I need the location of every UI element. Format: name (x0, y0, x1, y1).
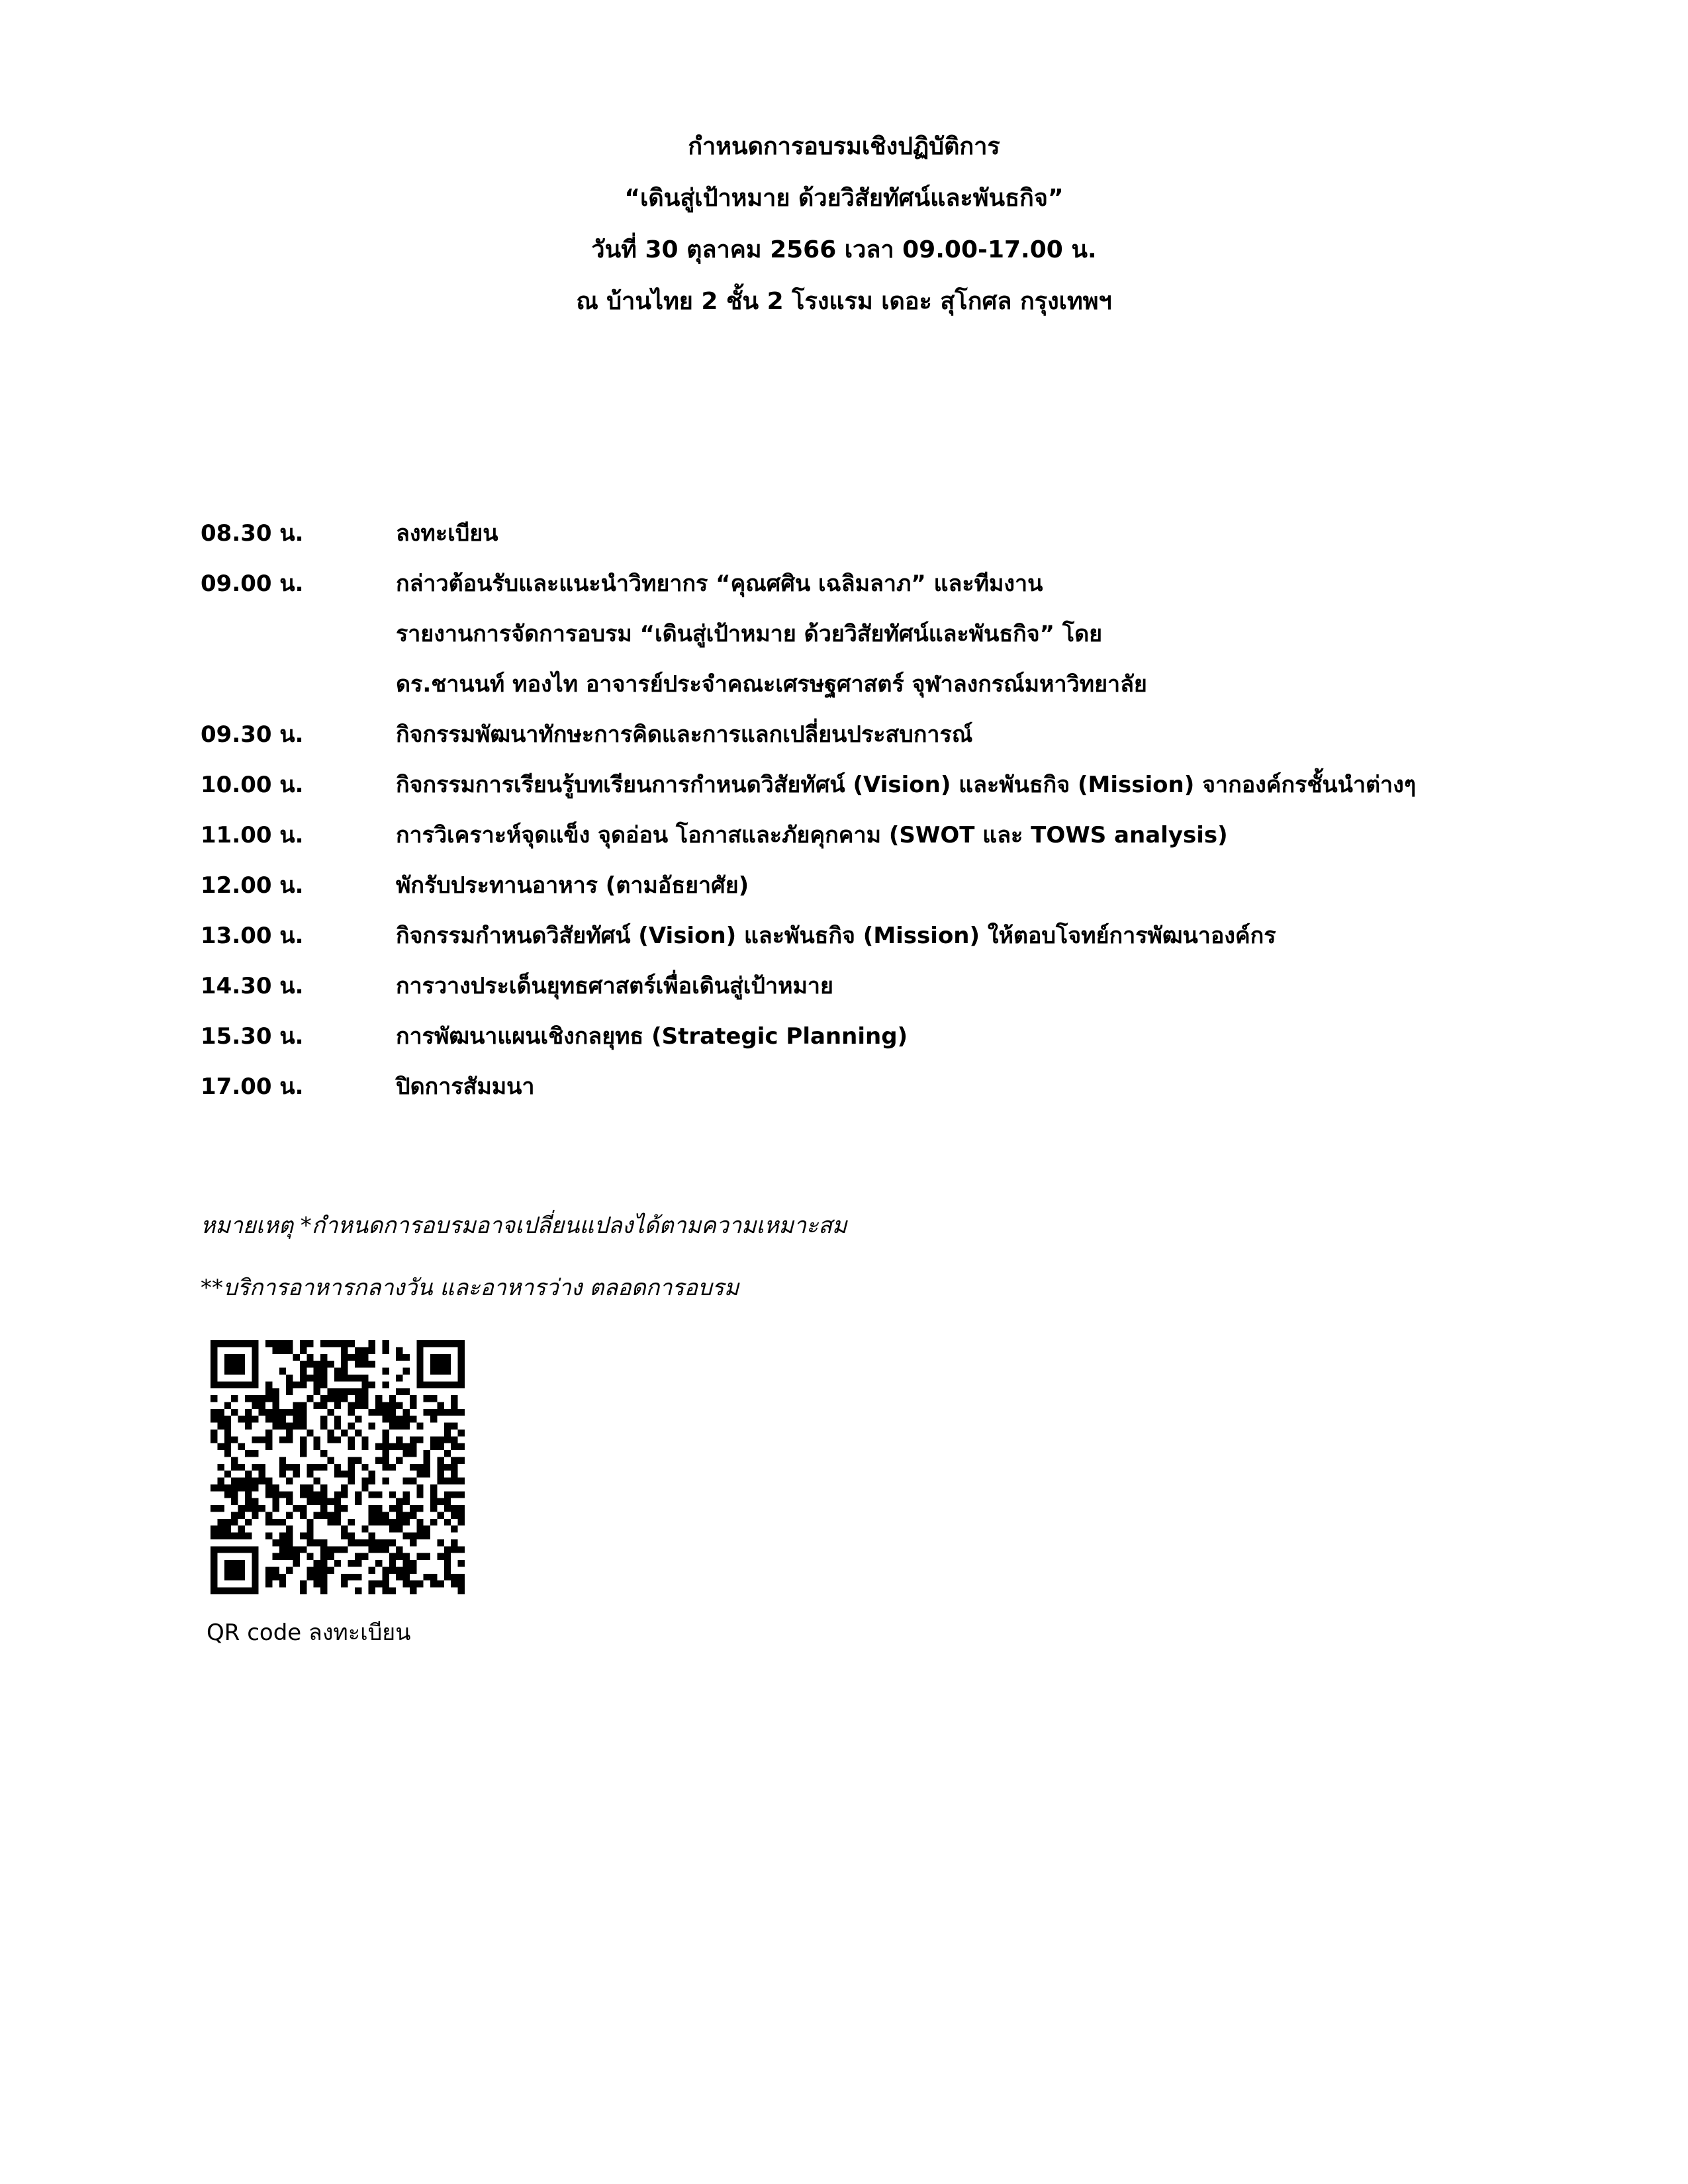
document-header (0, 132, 1688, 339)
schedule-time: 10.00 น. (201, 772, 304, 798)
note-schedule-change: หมายเหตุ *กำหนดการอบรมอาจเปลี่ยนแปลงได้ตามความเหมาะสม (201, 1212, 847, 1239)
event-date-time: วันที่ 30 ตุลาคม 2566 เวลา 09.00-17.00 น. (591, 236, 1097, 263)
schedule-row (201, 508, 1657, 559)
schedule-activity (396, 760, 1657, 810)
document-title: กำหนดการอบรมเชิงปฏิบัติการ (688, 133, 1000, 160)
schedule-activity (396, 508, 1657, 559)
schedule-activity (396, 810, 1657, 860)
schedule-time: 13.00 น. (201, 923, 304, 949)
schedule-row (201, 559, 1657, 709)
schedule-row (201, 760, 1657, 810)
schedule-time: 12.00 น. (201, 872, 304, 899)
event-venue: ณ บ้านไทย 2 ชั้น 2 โรงแรม เดอะ สุโกศล กรุงเทพฯ (576, 288, 1112, 315)
schedule-row (201, 961, 1657, 1011)
activity-line: กิจกรรมการเรียนรู้บทเรียนการกำหนดวิสัยทัศน์ (Vision) และพันธกิจ (Mission) จากองค์กรชั้นนำต่างๆ (396, 772, 1417, 798)
schedule-activity (396, 559, 1657, 709)
schedule-time: 14.30 น. (201, 973, 304, 999)
qr-code-icon[interactable] (211, 1340, 465, 1594)
workshop-name: “เดินสู่เป้าหมาย ด้วยวิสัยทัศน์และพันธกิจ” (624, 185, 1064, 212)
notes (201, 1211, 847, 1336)
schedule-row (201, 1062, 1657, 1112)
activity-line: กล่าวต้อนรับและแนะนำวิทยากร “คุณศศิน เฉลิมลาภ” และทีมงาน (396, 570, 1043, 597)
activity-line: ปิดการสัมมนา (396, 1073, 535, 1100)
schedule-activity (396, 709, 1657, 760)
activity-line: กิจกรรมพัฒนาทักษะการคิดและการแลกเปลี่ยนประสบการณ์ (396, 721, 973, 748)
note-catering: **บริการอาหารกลางวัน และอาหารว่าง ตลอดการอบรม (201, 1275, 739, 1301)
schedule-row (201, 810, 1657, 860)
schedule-row (201, 911, 1657, 961)
schedule-row (201, 709, 1657, 760)
activity-line: ดร.ชานนท์ ทองไท อาจารย์ประจำคณะเศรษฐศาสตร์ จุฬาลงกรณ์มหาวิทยาลัย (396, 671, 1147, 698)
schedule-activity (396, 911, 1657, 961)
schedule-row (201, 1011, 1657, 1062)
activity-line: การวางประเด็นยุทธศาสตร์เพื่อเดินสู่เป้าหมาย (396, 973, 833, 999)
schedule-activity (396, 860, 1657, 911)
activity-line: พักรับประทานอาหาร (ตามอัธยาศัย) (396, 872, 749, 899)
activity-line: กิจกรรมกำหนดวิสัยทัศน์ (Vision) และพันธกิจ (Mission) ให้ตอบโจทย์การพัฒนาองค์กร (396, 923, 1276, 949)
activity-line: ลงทะเบียน (396, 520, 498, 547)
schedule-time: 09.00 น. (201, 570, 304, 597)
activity-line: รายงานการจัดการอบรม “เดินสู่เป้าหมาย ด้วยวิสัยทัศน์และพันธกิจ” โดย (396, 621, 1103, 647)
schedule-activity (396, 1062, 1657, 1112)
schedule-time: 08.30 น. (201, 520, 304, 547)
schedule-time: 17.00 น. (201, 1073, 304, 1100)
activity-line: การพัฒนาแผนเชิงกลยุทธ (Strategic Planning) (396, 1023, 908, 1050)
schedule-list (201, 508, 1657, 1112)
activity-line: การวิเคราะห์จุดแข็ง จุดอ่อน โอกาสและภัยคุกคาม (SWOT และ TOWS analysis) (396, 822, 1228, 848)
schedule-activity (396, 961, 1657, 1011)
schedule-time: 11.00 น. (201, 822, 304, 848)
qr-caption: QR code ลงทะเบียน (207, 1619, 411, 1646)
schedule-time: 09.30 น. (201, 721, 304, 748)
schedule-row (201, 860, 1657, 911)
schedule-time: 15.30 น. (201, 1023, 304, 1050)
schedule-activity (396, 1011, 1657, 1062)
